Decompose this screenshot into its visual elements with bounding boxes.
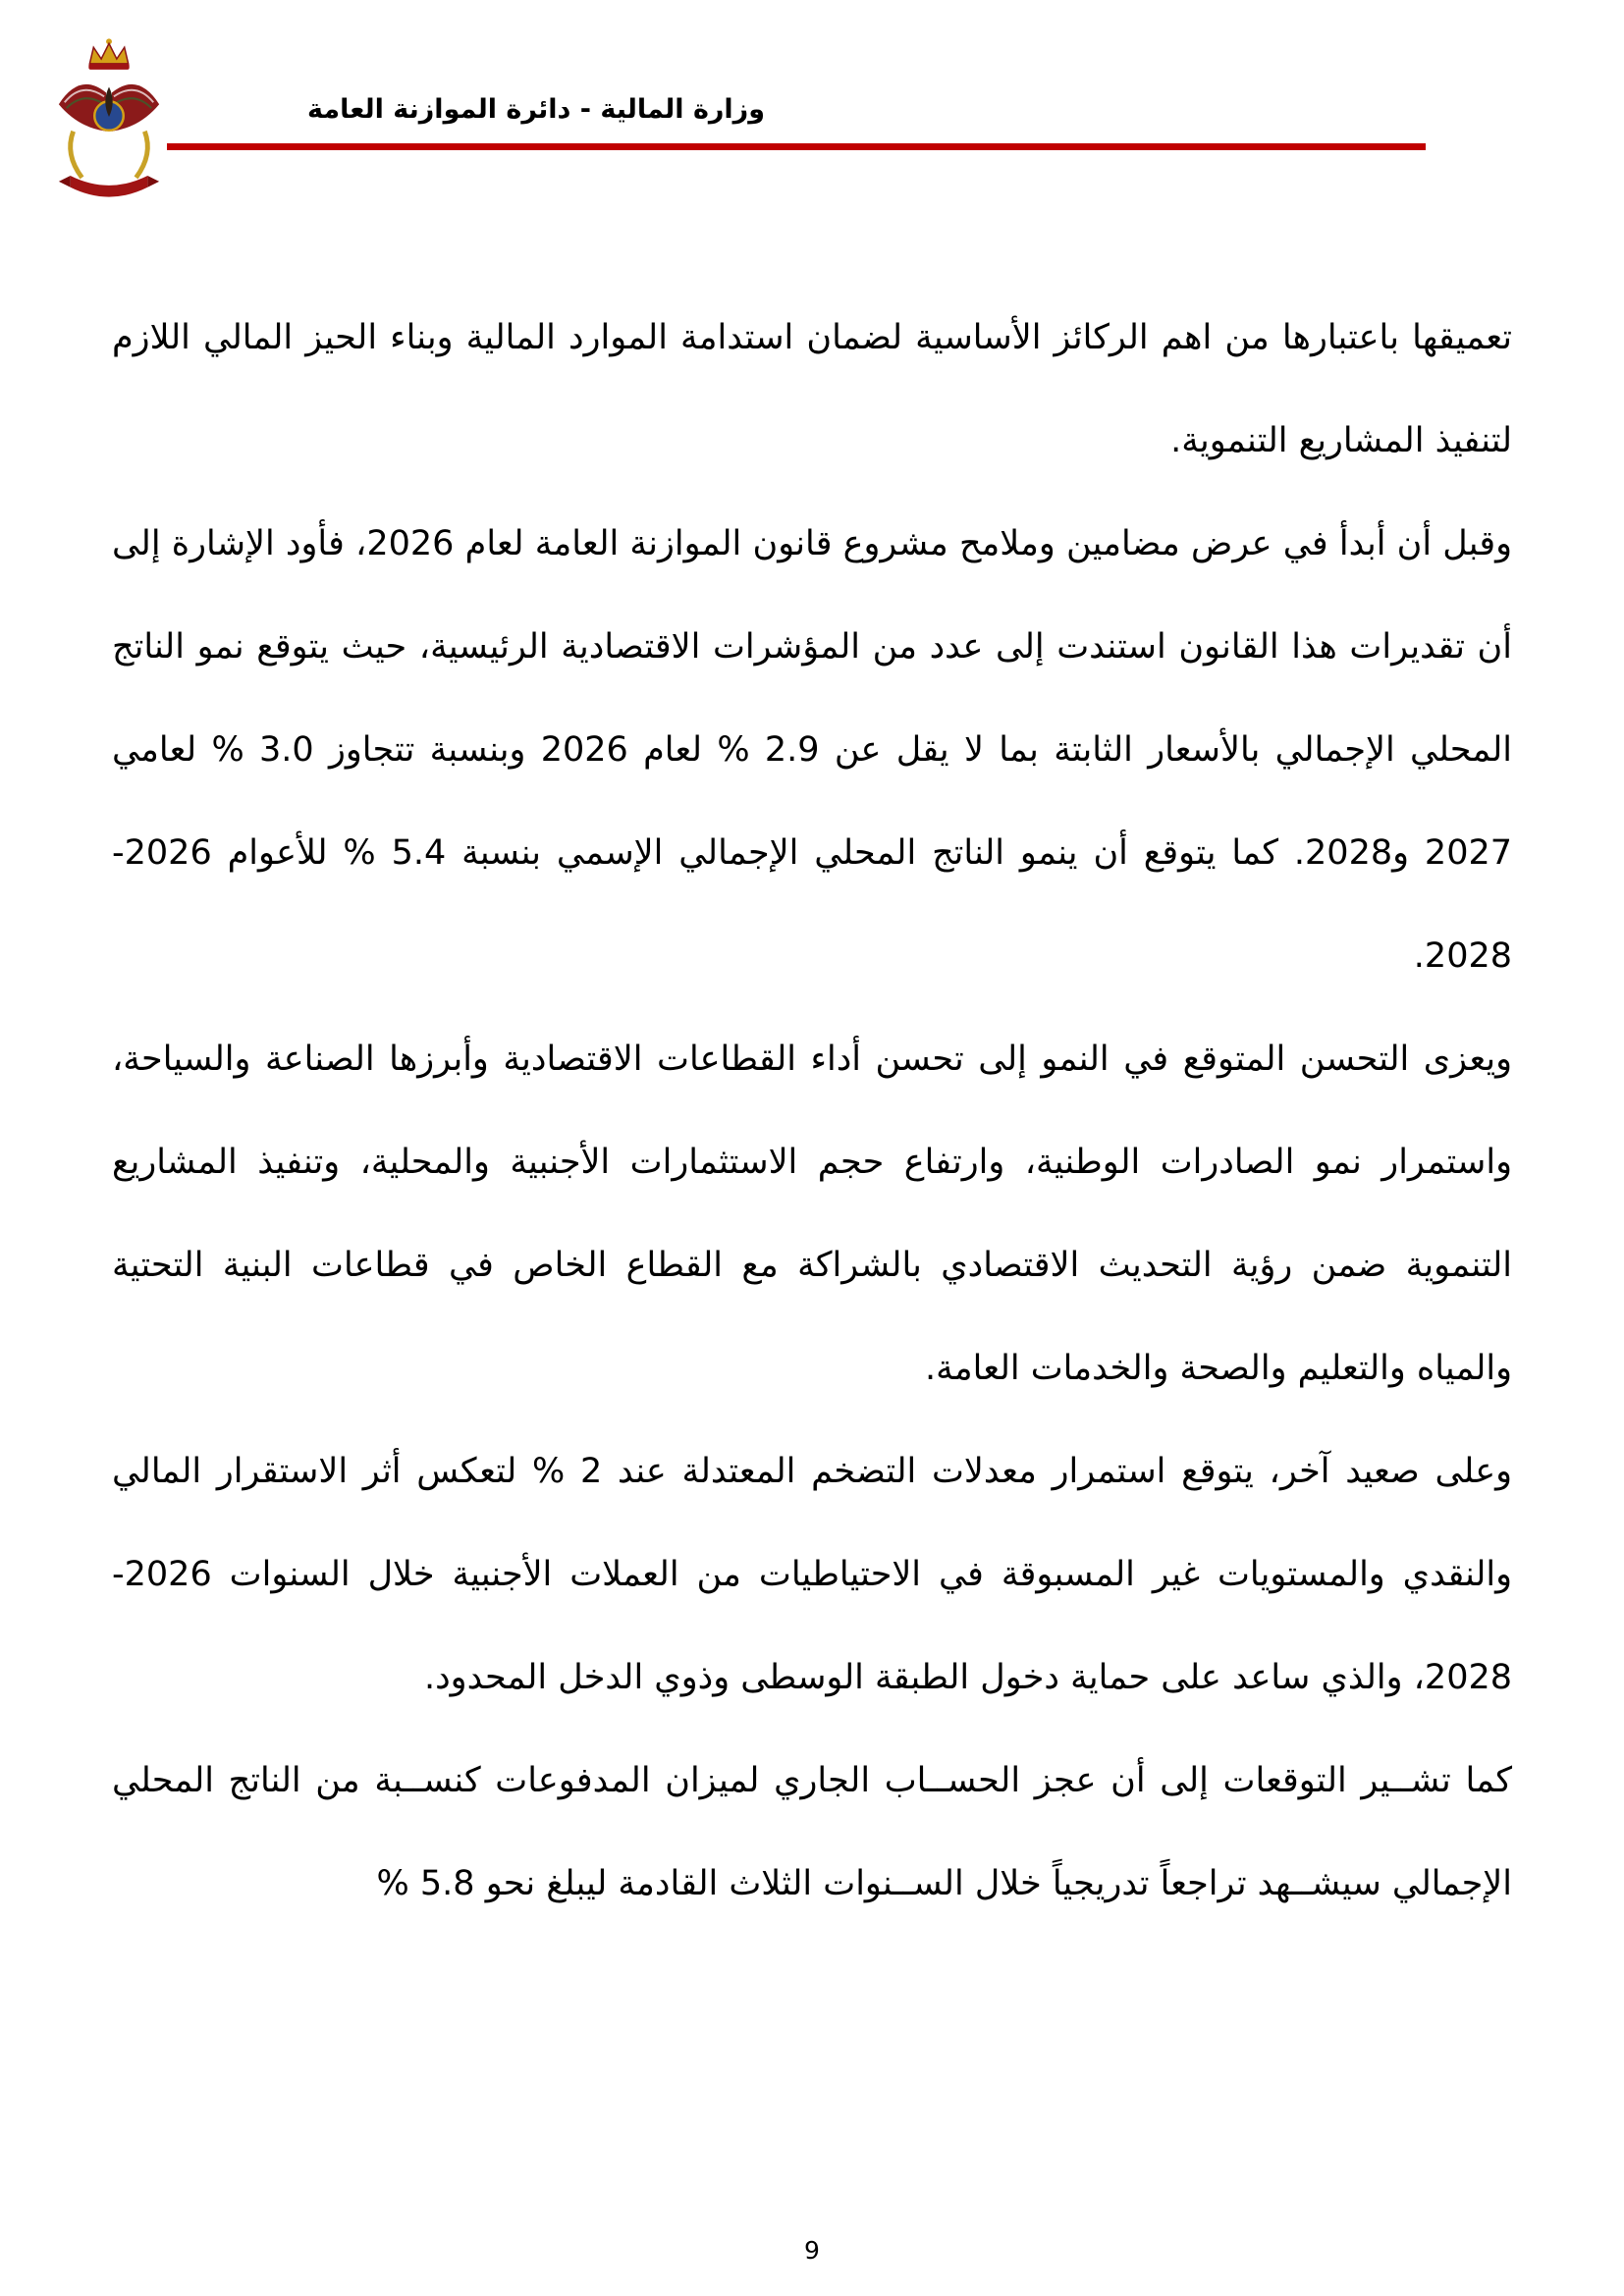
paragraph-5: كما تشــير التوقعات إلى أن عجز الحســاب الجاري لميزان المدفوعات كنســبة من الناتج المحلي الإجمالي سيشــهد تراجعاً تدريجياً خلال الســنوات الثلاث القادمة ليبلغ نحو 5.8 % (112, 1761, 1512, 1903)
page-number: 9 (804, 2236, 820, 2265)
paragraph-4: وعلى صعيد آخر، يتوقع استمرار معدلات التضخم المعتدلة عند 2 % لتعكس أثر الاستقرار المالي والنقدي والمستويات غير المسبوقة في الاحتياطيات من العملات الأجنبية خلال السنوات 2026-2028، والذي ساعد على حماية دخول الطبقة الوسطى وذوي الدخل المحدود. (112, 1452, 1513, 1697)
document-body (112, 287, 1512, 1936)
paragraph-1: تعميقها باعتبارها من اهم الركائز الأساسية لضمان استدامة الموارد المالية وبناء الحيز المالي اللازم لتنفيذ المشاريع التنموية. (112, 318, 1512, 460)
header-title: وزارة المالية - دائرة الموازنة العامة (306, 94, 766, 125)
paragraph-3: ويعزى التحسن المتوقع في النمو إلى تحسن أداء القطاعات الاقتصادية وأبرزها الصناعة والسياحة، واستمرار نمو الصادرات الوطنية، وارتفاع حجم الاستثمارات الأجنبية والمحلية، وتنفيذ المشاريع التنموية ضمن رؤية التحديث الاقتصادي بالشراكة مع القطاع الخاص في قطاعات البنية التحتية والمياه والتعليم والصحة والخدمات العامة. (112, 1040, 1512, 1388)
crown-shape (88, 38, 129, 69)
paragraph-2: وقبل أن أبدأ في عرض مضامين وملامح مشروع قانون الموازنة العامة لعام 2026، فأود الإشارة إلى أن تقديرات هذا القانون استندت إلى عدد من المؤشرات الاقتصادية الرئيسية، حيث يتوقع نمو الناتج المحلي الإجمالي بالأسعار الثابتة بما لا يقل عن 2.9 % لعام 2026 وبنسبة تتجاوز 3.0 % لعامي 2027 و2028. كما يتوقع أن ينمو الناتج المحلي الإجمالي الإسمي بنسبة 5.4 % للأعوام 2026- 2028. (112, 524, 1512, 976)
page-footer (0, 2236, 1624, 2265)
jordan-coat-of-arms-icon (51, 34, 167, 199)
header-divider-rule (167, 143, 1426, 150)
